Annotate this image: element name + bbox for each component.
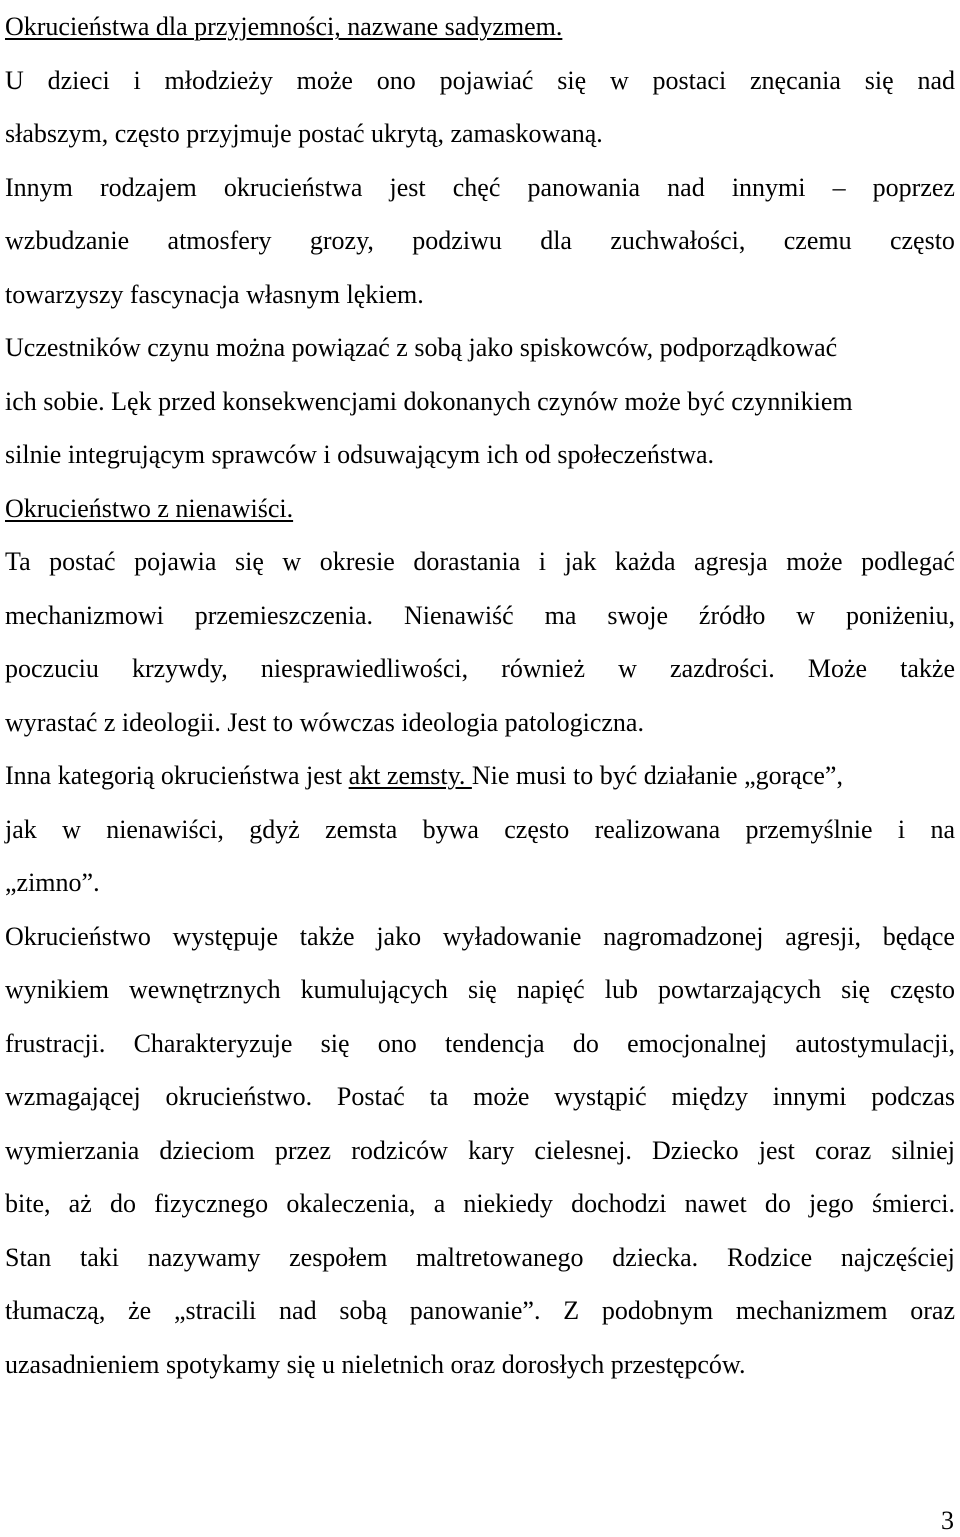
word: innymi: [731, 172, 806, 202]
word: przemieszczenia.: [194, 600, 374, 630]
word: dzieciom: [159, 1135, 255, 1165]
word: cielesnej.: [534, 1135, 632, 1165]
word: fizycznego: [154, 1189, 269, 1218]
word: się: [841, 975, 870, 1004]
word: i: [538, 547, 547, 576]
word: czemu: [783, 226, 852, 255]
word: Rodzice: [726, 1242, 813, 1272]
word: „stracili: [173, 1296, 257, 1325]
word: także: [900, 654, 955, 683]
word: ma: [544, 600, 577, 630]
word: niekiedy: [463, 1189, 553, 1218]
text-line: [5, 963, 955, 1017]
word: także: [299, 921, 355, 951]
word: w: [796, 600, 816, 630]
text-line: [5, 321, 955, 375]
line-text: słabszym, często przyjmuje postać ukrytą, zamaskowaną.: [5, 119, 603, 148]
text-line: [5, 1177, 955, 1231]
text-line: [5, 107, 955, 161]
word: okrucieństwo.: [165, 1082, 313, 1111]
word: agresja: [694, 547, 768, 576]
word: pojawia: [134, 547, 217, 576]
word: wynikiem: [5, 975, 109, 1004]
word: dorastania: [413, 547, 521, 576]
line-text: towarzyszy fascynacja własnym lękiem.: [5, 279, 424, 309]
word: jest: [758, 1135, 795, 1165]
text-line: [5, 535, 955, 589]
line-text: silnie integrującym sprawców i odsuwającym ich od społeczeństwa.: [5, 440, 715, 469]
word: pojawiać: [439, 65, 534, 95]
word: nazywamy: [147, 1242, 261, 1272]
word: wzbudzanie: [5, 226, 130, 255]
word: Z: [563, 1296, 580, 1325]
word: również: [501, 654, 585, 683]
word: realizowana: [594, 814, 721, 844]
text-line: [5, 1231, 955, 1285]
word: najczęściej: [840, 1242, 955, 1272]
word: jako: [376, 921, 422, 951]
text-line: [5, 589, 955, 643]
word: jak: [564, 547, 597, 576]
word: źródło: [698, 600, 766, 630]
word: się: [467, 975, 497, 1004]
word: Ta: [5, 547, 31, 576]
word: często: [504, 814, 570, 844]
word: U: [5, 65, 24, 95]
word: się: [320, 1028, 350, 1058]
word: kary: [468, 1135, 515, 1165]
line-text: „zimno”.: [5, 868, 100, 897]
word: młodzieży: [164, 65, 273, 95]
word: każda: [614, 547, 676, 576]
word: Stan: [5, 1242, 52, 1272]
word: coraz: [814, 1135, 872, 1165]
word: –: [832, 172, 846, 202]
word: taki: [79, 1242, 119, 1272]
word: panowania: [527, 172, 641, 202]
line-text: wyrastać z ideologii. Jest to wówczas ideologia patologiczna.: [5, 707, 644, 737]
word: wyładowanie: [442, 921, 582, 951]
text-line: [5, 482, 955, 536]
text-segment: Nie musi to być działanie „gorące”,: [471, 761, 843, 790]
word: aż: [68, 1189, 92, 1218]
word: jest: [389, 172, 426, 202]
text-line: [5, 910, 955, 964]
text-line: [5, 0, 955, 54]
word: swoje: [607, 600, 668, 630]
word: frustracji.: [5, 1028, 106, 1058]
text-line: [5, 428, 955, 482]
line-text: Uczestników czynu można powiązać z sobą jako spiskowców, podporządkować: [5, 333, 838, 362]
word: wystąpić: [554, 1082, 647, 1111]
word: ta: [429, 1082, 449, 1111]
word: postaci: [652, 65, 727, 95]
word: sobą: [339, 1296, 388, 1325]
word: rodzajem: [99, 172, 197, 202]
word: Innym: [5, 172, 73, 202]
word: Okrucieństwo: [5, 921, 151, 951]
word: podziwu: [412, 226, 502, 255]
word: śmierci.: [871, 1189, 955, 1218]
word: krzywdy,: [131, 654, 228, 683]
word: maltretowanego: [416, 1242, 584, 1272]
underlined-text: akt zemsty.: [348, 761, 472, 790]
word: gdyż: [249, 814, 300, 844]
word: okresie: [319, 547, 395, 576]
word: napięć: [516, 975, 585, 1004]
word: i: [897, 814, 906, 844]
underlined-text: Okrucieństwo z nienawiści.: [5, 493, 294, 523]
word: niesprawiedliwości,: [260, 654, 469, 683]
word: podobnym: [601, 1296, 714, 1325]
word: agresji,: [785, 921, 861, 951]
word: może: [786, 547, 843, 576]
word: nad: [279, 1296, 317, 1325]
document-page: [5, 0, 955, 1391]
word: tłumaczą,: [5, 1296, 106, 1325]
word: Postać: [336, 1082, 405, 1111]
text-line: [5, 1124, 955, 1178]
word: się: [864, 65, 894, 95]
word: się: [557, 65, 587, 95]
word: wymierzania: [5, 1135, 140, 1165]
text-line: [5, 161, 955, 215]
word: dla: [540, 226, 572, 255]
word: innymi: [772, 1082, 847, 1111]
word: często: [889, 226, 955, 255]
word: okrucieństwa: [223, 172, 363, 202]
word: panowanie”.: [409, 1296, 541, 1325]
text-line: [5, 749, 955, 803]
text-line: [5, 1338, 955, 1392]
line-text: ich sobie. Lęk przed konsekwencjami dokonanych czynów może być czynnikiem: [5, 386, 853, 416]
word: się: [234, 547, 264, 576]
word: w: [609, 65, 629, 95]
text-line: [5, 1070, 955, 1124]
word: może: [296, 65, 353, 95]
word: emocjonalnej: [627, 1028, 768, 1058]
word: Dziecko: [652, 1135, 739, 1165]
word: okaleczenia,: [286, 1189, 416, 1218]
word: nagromadzonej: [603, 921, 764, 951]
word: nad: [917, 65, 955, 95]
word: podlegać: [861, 547, 955, 576]
word: a: [433, 1189, 446, 1218]
word: chęć: [452, 172, 501, 202]
word: znęcania: [750, 65, 841, 95]
word: dziecka.: [612, 1242, 699, 1272]
text-segment: Inna kategorią okrucieństwa jest: [5, 761, 349, 790]
underlined-text: Okrucieństwa dla przyjemności, nazwane sadyzmem.: [5, 12, 563, 41]
word: przez: [274, 1135, 332, 1165]
word: kumulujących: [300, 975, 448, 1004]
text-line: [5, 642, 955, 696]
word: jak: [5, 814, 37, 844]
word: Nienawiść: [403, 600, 514, 630]
word: będące: [882, 921, 955, 951]
text-line: [5, 214, 955, 268]
word: między: [671, 1082, 748, 1111]
word: ono: [376, 65, 416, 95]
word: jego: [809, 1189, 854, 1218]
word: często: [890, 975, 955, 1004]
word: do: [572, 1028, 599, 1058]
word: dochodzi: [571, 1189, 667, 1218]
word: nad: [667, 172, 705, 202]
word: nienawiści,: [106, 814, 224, 844]
word: zazdrości.: [670, 654, 775, 683]
word: ono: [377, 1028, 417, 1058]
word: bite,: [5, 1189, 51, 1218]
word: silniej: [891, 1135, 955, 1165]
word: podczas: [871, 1082, 955, 1111]
word: powtarzających: [657, 975, 822, 1004]
word: mechanizmowi: [5, 600, 164, 630]
word: Charakteryzuje: [133, 1028, 293, 1058]
word: zuchwałości,: [610, 226, 746, 255]
text-line: [5, 1284, 955, 1338]
word: grozy,: [309, 226, 374, 255]
text-line: [5, 803, 955, 857]
word: Może: [807, 654, 868, 683]
text-line: [5, 375, 955, 429]
word: że: [128, 1296, 152, 1325]
text-line: [5, 856, 955, 910]
text-line: [5, 54, 955, 108]
word: poprzez: [872, 172, 955, 202]
word: autostymulacji,: [795, 1028, 955, 1058]
word: na: [930, 814, 955, 844]
word: poczuciu: [5, 654, 99, 683]
text-line: [5, 696, 955, 750]
word: i: [133, 65, 141, 95]
word: do: [109, 1189, 136, 1218]
word: lub: [604, 975, 638, 1004]
word: mechanizmem: [735, 1296, 888, 1325]
word: wewnętrznych: [129, 975, 281, 1004]
word: w: [62, 814, 81, 844]
word: do: [764, 1189, 791, 1218]
word: rodziców: [351, 1135, 448, 1165]
word: bywa: [422, 814, 479, 844]
word: poniżeniu,: [845, 600, 955, 630]
word: tendencja: [444, 1028, 545, 1058]
word: oraz: [910, 1296, 955, 1325]
word: wzmagającej: [5, 1082, 141, 1111]
text-line: [5, 268, 955, 322]
page-number: 3: [941, 1506, 954, 1535]
word: może: [473, 1082, 530, 1111]
word: postać: [49, 547, 116, 576]
line-text: uzasadnieniem spotykamy się u nieletnich oraz dorosłych przestępców.: [5, 1349, 746, 1379]
word: w: [618, 654, 637, 683]
word: atmosfery: [167, 226, 272, 255]
word: dzieci: [47, 65, 110, 95]
text-line: [5, 1017, 955, 1071]
word: w: [282, 547, 302, 576]
word: zemsta: [325, 814, 398, 844]
word: nawet: [684, 1189, 747, 1218]
word: zespołem: [289, 1242, 388, 1272]
word: występuje: [172, 921, 279, 951]
word: przemyślnie: [745, 814, 873, 844]
